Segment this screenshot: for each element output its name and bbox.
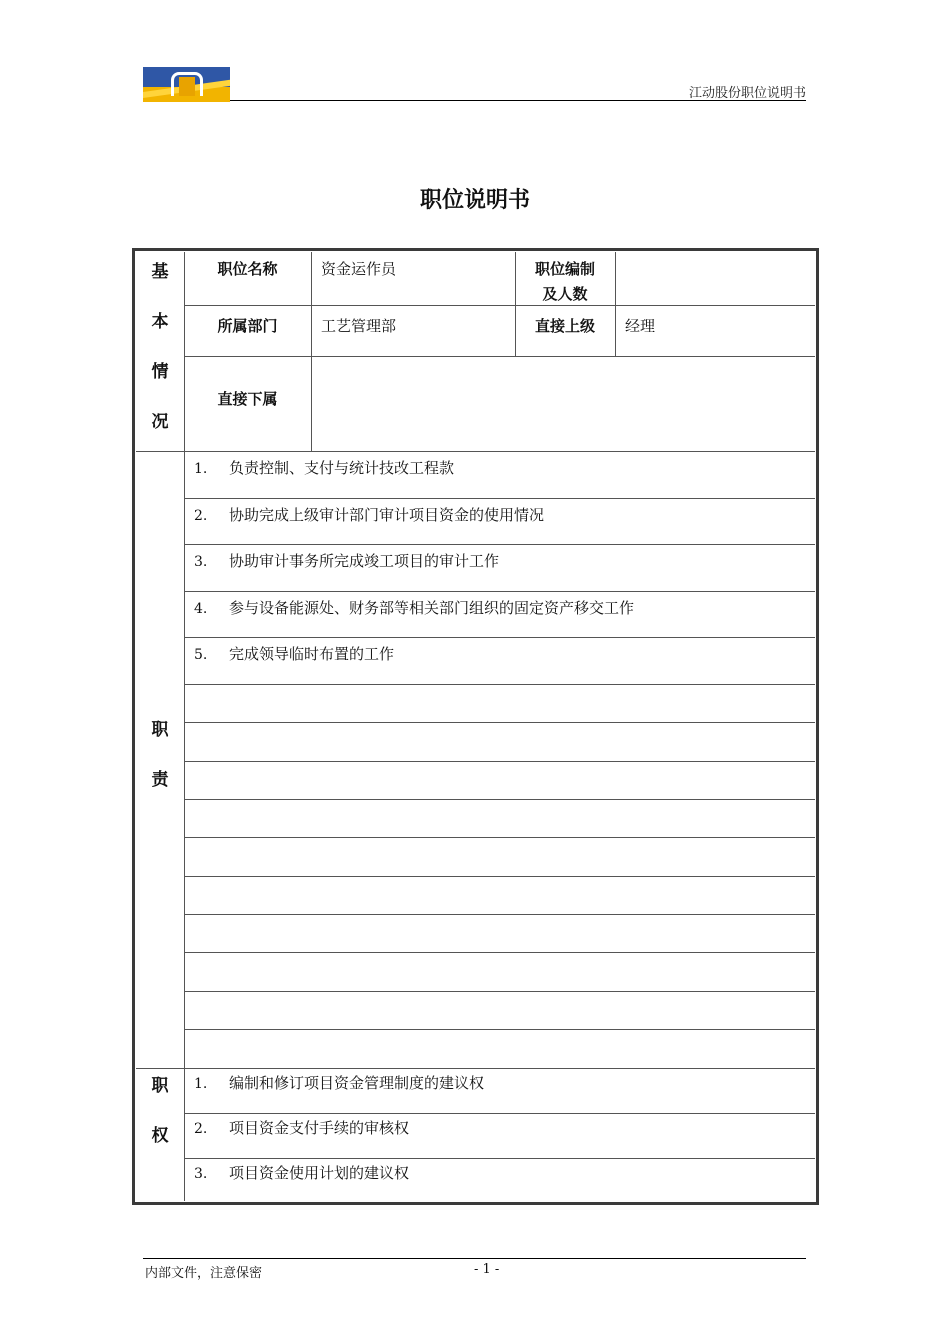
authority-number: 3. (194, 1166, 208, 1182)
subordinate-label: 直接下属 (217, 390, 278, 408)
grid-line (184, 876, 815, 877)
section-label-char: 职 (151, 720, 169, 740)
duty-number: 3. (194, 554, 208, 570)
headcount-label-line2: 及人数 (542, 285, 588, 303)
footer-rule (143, 1258, 806, 1259)
grid-line (184, 952, 815, 953)
grid-line (184, 591, 815, 592)
position-name-label: 职位名称 (217, 260, 278, 278)
grid-line (184, 544, 815, 545)
grid-line (184, 722, 815, 723)
authority-item (194, 1162, 409, 1183)
authority-number: 1. (194, 1076, 208, 1092)
duty-text: 协助完成上级审计部门审计项目资金的使用情况 (229, 506, 545, 524)
section-label-char: 责 (151, 770, 169, 790)
grid-line (184, 799, 815, 800)
grid-line (184, 991, 815, 992)
authority-text: 项目资金使用计划的建议权 (229, 1164, 410, 1182)
authority-text: 项目资金支付手续的审核权 (229, 1119, 410, 1137)
grid-line (184, 761, 815, 762)
header-doc-title: 江动股份职位说明书 (688, 86, 806, 101)
duty-item (194, 550, 499, 571)
section-label-char: 情 (151, 362, 169, 382)
superior-value: 经理 (625, 317, 656, 335)
section-label-char: 权 (151, 1126, 169, 1146)
department-label: 所属部门 (217, 317, 278, 335)
grid-line (184, 356, 815, 357)
duty-item (194, 504, 544, 525)
duty-item (194, 457, 454, 478)
duty-number: 1. (194, 461, 208, 477)
duty-item (194, 597, 634, 618)
footer-confidential: 内部文件，注意保密 (145, 1266, 263, 1281)
duty-text: 完成领导临时布置的工作 (229, 645, 395, 663)
grid-line (615, 252, 616, 356)
section-label-char: 基 (151, 262, 169, 282)
superior-label: 直接上级 (534, 317, 595, 335)
grid-line (136, 1068, 815, 1069)
duty-number: 5. (194, 647, 208, 663)
duty-number: 2. (194, 508, 208, 524)
grid-line (184, 1158, 815, 1159)
grid-line (184, 498, 815, 499)
grid-line (184, 684, 815, 685)
grid-line (184, 914, 815, 915)
duty-text: 负责控制、支付与统计技改工程款 (229, 459, 455, 477)
section-label-char: 职 (151, 1076, 169, 1096)
authority-number: 2. (194, 1121, 208, 1137)
page-title: 职位说明书 (419, 188, 530, 213)
headcount-label-line1: 职位编制 (534, 260, 595, 278)
duty-number: 4. (194, 601, 208, 617)
page-number: - 1 - (474, 1262, 500, 1277)
company-logo (143, 67, 230, 102)
duty-text: 协助审计事务所完成竣工项目的审计工作 (229, 552, 500, 570)
authority-item (194, 1072, 484, 1093)
grid-line (184, 1029, 815, 1030)
grid-line (311, 252, 312, 451)
authority-item (194, 1117, 409, 1138)
grid-line (184, 837, 815, 838)
position-name-value: 资金运作员 (321, 260, 397, 278)
section-label-char: 本 (151, 312, 169, 332)
duty-text: 参与设备能源处、财务部等相关部门组织的固定资产移交工作 (229, 599, 635, 617)
grid-line (184, 1113, 815, 1114)
authority-text: 编制和修订项目资金管理制度的建议权 (229, 1074, 485, 1092)
grid-line (136, 451, 815, 452)
grid-line (184, 305, 815, 306)
department-value: 工艺管理部 (321, 317, 397, 335)
grid-line (184, 637, 815, 638)
duty-item (194, 643, 394, 664)
section-label-char: 况 (151, 412, 169, 432)
